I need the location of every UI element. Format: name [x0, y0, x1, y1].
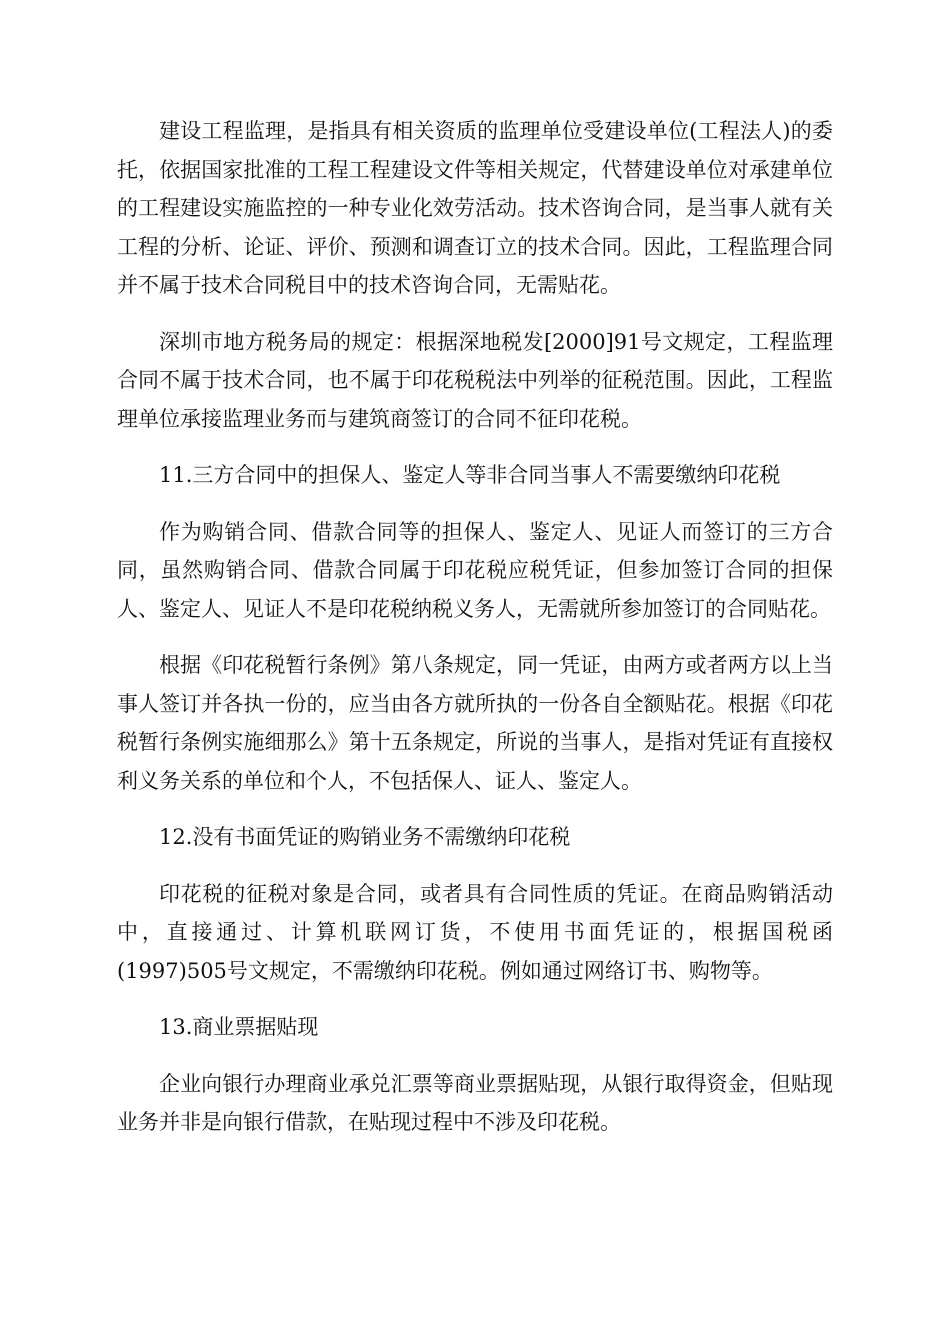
paragraph: 企业向银行办理商业承兑汇票等商业票据贴现，从银行取得资金，但贴现业务并非是向银行借款，在贴现过程中不涉及印花税。 [117, 1071, 833, 1134]
paragraph: 深圳市地方税务局的规定：根据深地税发[2000]91号文规定，工程监理合同不属于技术合同，也不属于印花税税法中列举的征税范围。因此，工程监理单位承接监理业务而与建筑商签订的合同不征印花税。 [117, 329, 833, 431]
paragraph: 根据《印花税暂行条例》第八条规定，同一凭证，由两方或者两方以上当事人签订并各执一份的，应当由各方就所执的一份各自全额贴花。根据《印花税暂行条例实施细那么》第十五条规定，所说的当事人，是指对凭证有直接权利义务关系的单位和个人，不包括保人、证人、鉴定人。 [117, 653, 833, 793]
section-heading: 11.三方合同中的担保人、鉴定人等非合同当事人不需要缴纳印花税 [159, 463, 781, 487]
paragraph: 建设工程监理，是指具有相关资质的监理单位受建设单位(工程法人)的委托，依据国家批准的工程工程建设文件等相关规定，代替建设单位对承建单位的工程建设实施监控的一种专业化效劳活动。技术咨询合同，是当事人就有关工程的分析、论证、评价、预测和调查订立的技术合同。因此，工程监理合同并不属于技术合同税目中的技术咨询合同，无需贴花。 [117, 119, 833, 297]
section-heading: 13.商业票据贴现 [159, 1015, 319, 1039]
section-heading: 12.没有书面凭证的购销业务不需缴纳印花税 [159, 825, 571, 849]
document-body [117, 112, 833, 1160]
paragraph: 印花税的征税对象是合同，或者具有合同性质的凭证。在商品购销活动中，直接通过、计算机联网订货，不使用书面凭证的，根据国税函(1997)505号文规定，不需缴纳印花税。例如通过网络订书、购物等。 [117, 881, 833, 983]
paragraph: 作为购销合同、借款合同等的担保人、鉴定人、见证人而签订的三方合同，虽然购销合同、借款合同属于印花税应税凭证，但参加签订合同的担保人、鉴定人、见证人不是印花税纳税义务人，无需就所参加签订的合同贴花。 [117, 519, 833, 621]
